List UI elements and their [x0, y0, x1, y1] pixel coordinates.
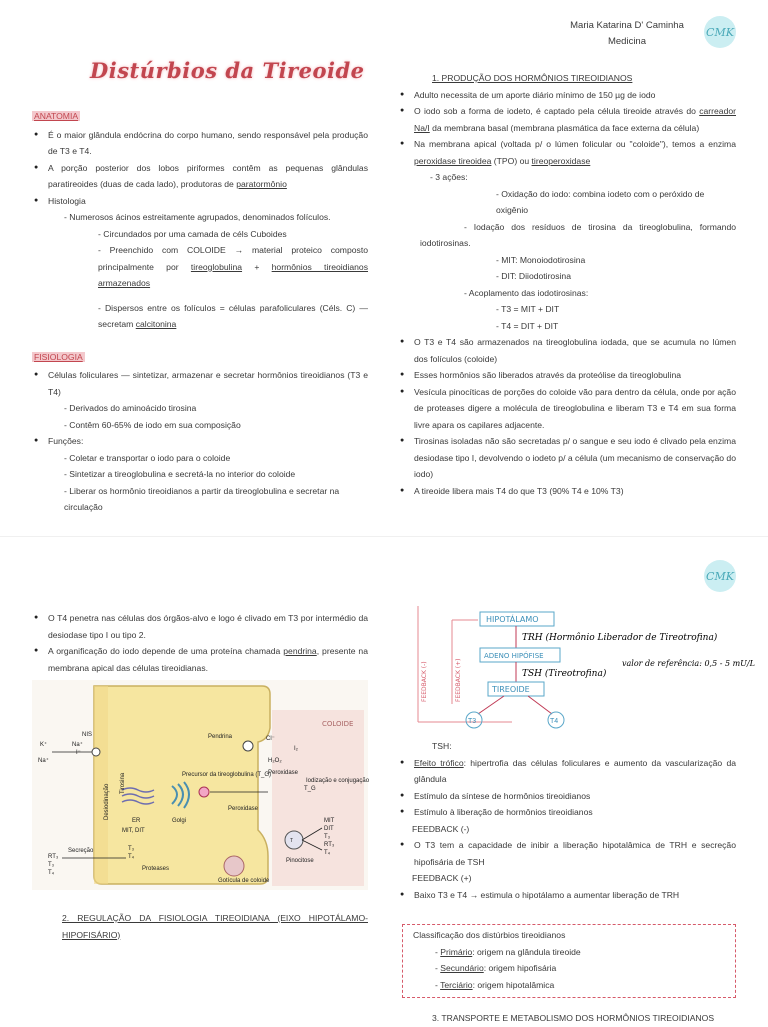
list-item: - MIT: Monoiodotirosina	[496, 254, 586, 265]
svg-text:T: T	[290, 838, 294, 844]
list-item: ● O T4 penetra nas células dos órgãos-alvo e logo é clivado em T3 por intermédio da desiodase tipo I ou tipo 2.	[32, 610, 368, 643]
svg-text:Peroxidase: Peroxidase	[268, 770, 299, 776]
svg-text:T₄: T₄	[48, 870, 55, 876]
list-item: - Terciário: origem hipotalâmica	[435, 979, 555, 990]
cmk-logo: CMK	[704, 16, 736, 48]
list-item: - Preenchido com COLOIDE → material proteico composto principalmente por tireoglobulina + hormônios tireoidianos armazenados	[98, 245, 369, 288]
svg-text:MIT: MIT	[324, 818, 335, 824]
svg-text:Peroxidase: Peroxidase	[228, 806, 259, 812]
list-item: - Iodação dos resíduos de tirosina da tireoglobulina, formando iodotirosinas.	[420, 221, 736, 248]
list-item: ● Estímulo à liberação de hormônios tireoidianos	[398, 804, 736, 821]
list-item: ● Estímulo da síntese de hormônios tireoidianos	[398, 788, 736, 805]
svg-text:Golgi: Golgi	[172, 818, 187, 824]
list-item: ● Funções:	[32, 433, 368, 450]
svg-text:TIREOIDE: TIREOIDE	[492, 685, 530, 694]
list-item: ● Histologia	[32, 193, 368, 210]
fisiologia-heading: FISIOLOGIA	[34, 351, 83, 362]
svg-text:TSH (Tireotrofina): TSH (Tireotrofina)	[522, 669, 607, 679]
svg-text:valor de referência: 0,5 - 5 m: valor de referência: 0,5 - 5 mU/L	[622, 659, 755, 668]
list-item: ● Células foliculares — sintetizar, armazenar e secretar hormônios tireoidianos (T3 e T4)	[32, 367, 368, 400]
svg-text:Tirosina: Tirosina	[120, 772, 126, 794]
svg-text:RT₃: RT₃	[324, 842, 335, 848]
list-item: - Coletar e transportar o iodo para o coloide	[64, 452, 231, 463]
svg-text:T₃: T₃	[128, 846, 135, 852]
page-title: Distúrbios da Tireoide	[90, 58, 365, 83]
svg-text:ADENO HIPÓFISE: ADENO HIPÓFISE	[484, 652, 544, 660]
svg-text:T₄: T₄	[128, 854, 135, 860]
feedback-positive-label: FEEDBACK (+)	[412, 873, 472, 883]
list-item: - Dispersos entre os folículos = células parafoliculares (Céls. C) — secretam calcitonina	[98, 302, 368, 329]
list-item: - Acoplamento das iodotirosinas:	[464, 287, 589, 298]
tsh-label: TSH:	[432, 741, 452, 751]
svg-text:MIT, DIT: MIT, DIT	[122, 828, 145, 834]
list-item: - T4 = DIT + DIT	[496, 320, 559, 331]
list-item: ● Efeito trófico: hipertrofia das células foliculares e aumento da vascularização da glândula	[398, 755, 736, 788]
list-item: ● A tireoide libera mais T4 do que T3 (90% T4 e 10% T3)	[398, 483, 736, 500]
svg-text:Secreção: Secreção	[68, 848, 94, 854]
section-2-heading: 2. REGULAÇÃO DA FISIOLOGIA TIREOIDIANA (EIXO HIPOTÁLAMO-HIPOFISÁRIO)	[62, 913, 368, 940]
svg-text:RT₃: RT₃	[48, 854, 59, 860]
section-1-heading: 1. PRODUÇÃO DOS HORMÔNIOS TIREOIDIANOS	[432, 73, 633, 83]
list-item: - Sintetizar a tireoglobulina e secretá-la no interior do coloide	[64, 469, 296, 479]
svg-text:T4: T4	[550, 718, 559, 725]
list-item: ● Esses hormônios são liberados através da proteólise da tireoglobulina	[398, 367, 736, 384]
svg-text:T_G: T_G	[304, 786, 316, 792]
svg-text:Cl⁻: Cl⁻	[266, 736, 275, 742]
list-item: - Secundário: origem hipofisária	[435, 963, 557, 973]
thyroid-cell-diagram	[32, 680, 368, 890]
thyroid-axis-diagram	[412, 606, 755, 734]
svg-text:K⁺: K⁺	[40, 742, 48, 748]
svg-text:FEEDBACK (+): FEEDBACK (+)	[455, 658, 462, 702]
list-item: - Derivados do aminoácido tirosina	[64, 403, 197, 413]
list-item: - Liberar os hormônio tireoidianos a partir da tireoglobulina e secretar na circulação	[64, 485, 340, 512]
list-item: ● Vesícula pinocíticas de porções do coloide vão para dentro da célula, onde por ação de proteases digere a molécula de tireoglobulina e liberam T3 e T4 em sua forma livre apara os capilares adjacente.	[398, 384, 736, 434]
svg-text:T₄: T₄	[324, 850, 331, 856]
list-item: ● O T3 tem a capacidade de inibir a liberação hipotalâmica de TRH e secreção hipofisária de TSH	[398, 837, 736, 870]
list-item: - DIT: Diiodotirosina	[496, 271, 571, 281]
svg-text:Iodização e conjugação: Iodização e conjugação	[306, 778, 370, 784]
list-item: - Circundados por uma camada de céls Cuboides	[98, 228, 287, 239]
svg-text:T₃: T₃	[324, 834, 331, 840]
svg-text:T3: T3	[468, 718, 477, 725]
svg-text:I₂: I₂	[294, 746, 298, 752]
svg-text:FEEDBACK (-): FEEDBACK (-)	[421, 661, 428, 702]
svg-text:Na⁺: Na⁺	[38, 758, 49, 764]
list-item: - T3 = MIT + DIT	[496, 304, 560, 314]
svg-text:TRH (Hormônio Liberador de Tir: TRH (Hormônio Liberador de Tireotrofina)	[522, 633, 718, 643]
section-3-heading: 3. TRANSPORTE E METABOLISMO DOS HORMÔNIOS TIREOIDIANOS	[432, 1013, 715, 1023]
author-name: Maria Katarina D' Caminha	[570, 20, 684, 31]
list-item: ● Baixo T3 e T4 → estimula o hipotálamo a aumentar liberação de TRH	[398, 887, 736, 904]
list-item: ● A porção posterior dos lobos piriformes contêm as pequenas glândulas paratireoides (duas de cada lado), produtoras de paratormônio	[32, 160, 368, 193]
list-item: ● É o maior glândula endócrina do corpo humano, sendo responsável pela produção de T3 e T4.	[32, 127, 368, 160]
svg-text:Desiodinação: Desiodinação	[104, 783, 110, 820]
svg-text:Proteases: Proteases	[142, 866, 170, 872]
list-item: ● O iodo sob a forma de iodeto, é captado pela célula tireoide através do carreador Na/I da membrana basal (membrana plasmática da face externa da célula)	[398, 103, 736, 136]
course-name: Medicina	[607, 36, 647, 47]
list-item: - 3 ações:	[430, 172, 468, 182]
coloide-label: COLOIDE	[322, 720, 354, 728]
anatomia-heading: ANATOMIA	[34, 111, 79, 121]
classification-box	[402, 924, 736, 998]
list-item: ● Tirosinas isoladas não são secretadas p/ o sangue e seu iodo é clivado pela enzima desiodase tipo I, devolvendo o iodeto p/ a célula (um mecanismo de conservação do iodo)	[398, 433, 736, 483]
list-item: ● Na membrana apical (voltada p/ o lúmen folicular ou "coloide"), temos a enzima peroxidase tireoidea (TPO) ou tireoperoxidase	[398, 136, 736, 169]
list-item: ● Adulto necessita de um aporte diário mínimo de 150 µg de iodo	[398, 87, 736, 104]
svg-text:Na⁺: Na⁺	[72, 742, 83, 748]
svg-text:Precursor da tireoglobulina (T: Precursor da tireoglobulina (T_G)	[182, 772, 272, 778]
svg-text:H₂O₂: H₂O₂	[268, 758, 282, 764]
svg-text:Pendrina: Pendrina	[208, 734, 233, 740]
list-item: - Numerosos ácinos estreitamente agrupados, denominados folículos.	[64, 212, 331, 222]
list-item: ● O T3 e T4 são armazenados na tireoglobulina iodada, que se acumula no lúmen dos folículos (coloide)	[398, 334, 736, 367]
svg-text:DIT: DIT	[324, 826, 334, 832]
svg-text:I⁻: I⁻	[76, 750, 81, 756]
list-item: ● A organificação do iodo depende de uma proteína chamada pendrina, presente na membrana apical das células tireoidianas.	[32, 643, 368, 676]
svg-text:HIPOTÁLAMO: HIPOTÁLAMO	[486, 615, 539, 624]
svg-text:Pinocitose: Pinocitose	[286, 858, 314, 864]
svg-text:NIS: NIS	[82, 732, 93, 738]
list-item: - Contêm 60-65% de iodo em sua composição	[64, 419, 241, 430]
svg-text:Gotícula de coloide: Gotícula de coloide	[218, 878, 270, 884]
list-item: - Oxidação do iodo: combina iodeto com o peróxido de oxigênio	[496, 188, 705, 215]
svg-text:T₃: T₃	[48, 862, 55, 868]
list-item: - Primário: origem na glândula tireoide	[435, 946, 581, 957]
cmk-logo: CMK	[704, 560, 736, 592]
classification-title: Classificação dos distúrbios tireoidianos	[413, 930, 566, 940]
svg-text:ER: ER	[132, 818, 141, 824]
feedback-negative-label: FEEDBACK (-)	[412, 823, 470, 834]
